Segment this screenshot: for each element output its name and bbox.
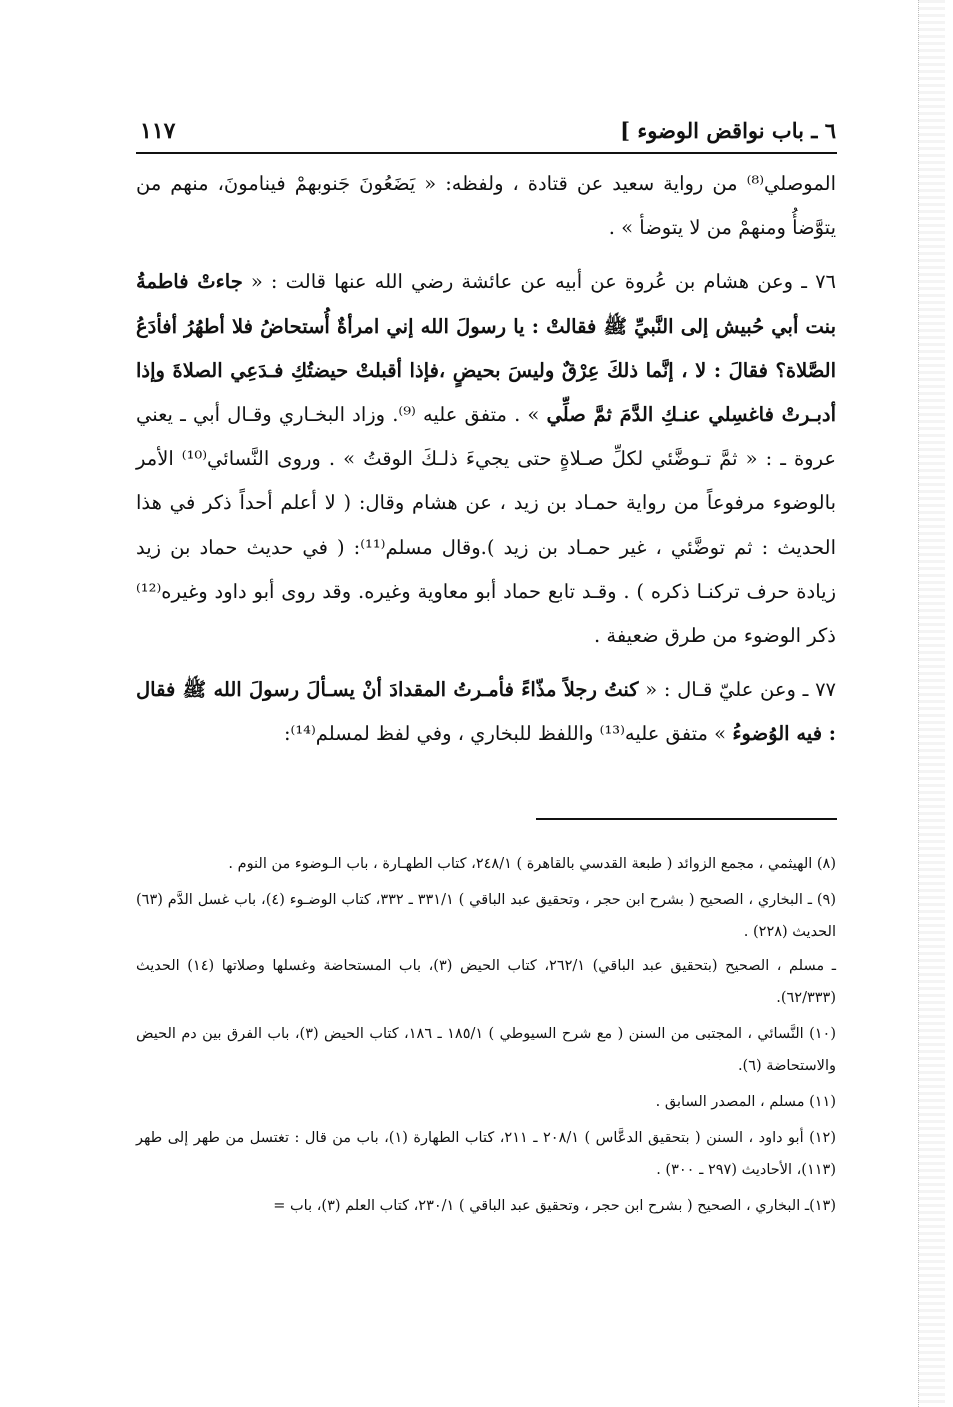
main-text xyxy=(136,162,836,757)
footnotes xyxy=(136,848,836,1226)
running-title: ٦ ـ باب نواقض الوضوء ] xyxy=(620,118,836,143)
header-rule xyxy=(136,152,837,154)
page-header xyxy=(136,112,836,152)
footnote-13: (١٣)ـ البخاري ، الصحيح ( بشرح ابن حجر ، وتحقيق عبد الباقي ) ٢٣٠/١، كتاب العلم (٣)، باب = xyxy=(273,1198,836,1214)
page-number: ١١٧ xyxy=(140,118,176,144)
footnote-12: (١٢) أبو داود ، السنن ( بتحقيق الدعَّاس ) ٢٠٨/١ ـ ٢١١، كتاب الطهارة (١)، باب من قال : تغتسل من طهر إلى طهر (١١٣)، الأحاديث (٢٩٧ ـ ٣٠٠) . xyxy=(136,1130,836,1178)
page-binding-edge xyxy=(918,0,945,1407)
hadith-77-intro: ٧٧ ـ وعن عليّ قـال : « xyxy=(645,678,837,702)
footnote-9: (٩) ـ البخاري ، الصحيح ( بشرح ابن حجر ، وتحقيق عبد الباقي ) ٣٣١/١ ـ ٣٣٢، كتاب الوضـوء (٤)، باب غسل الدَّم (٦٣) الحديث (٢٢٨) . xyxy=(136,892,836,940)
hadith-76 xyxy=(136,260,836,658)
footnote-10: (١٠) النَّسائي ، المجتبى من السنن ( مع شرح السيوطي ) ١٨٥/١ ـ ١٨٦، كتاب الحيض (٣)، باب الفرق بين دم الحيض والاستحاضة (٦). xyxy=(136,1026,836,1074)
hadith-76-text: جاءتْ فاطمةُ بنت أبي حُبيش إلى النَّبيِّ ﷺ فقالتْ : يا رسولَ الله إني امرأةٌ أُستحاضُ فلا أطهُرُ أفأدَعُ الصَّلاة؟ فقالَ : لا ، إنَّما ذلكَ عِرْقٌ وليسَ بحيضٍ ،فإذا أقبلتْ حيضتُكِ فـدَعِي الصلاةَ وإذا أدبـرتْ فاغسِلي عنـكِ الدَّمَ ثمَّ صلِّي xyxy=(136,270,837,427)
hadith-77-text: كنتُ رجلاً مذّاءً فأمـرتُ المقدادَ أنْ يسـألَ رسولَ الله ﷺ فقال : فيه الوُضوءُ xyxy=(136,678,836,746)
footnote-11: (١١) مسلم ، المصدر السابق . xyxy=(655,1094,836,1110)
hadith-76-intro: ٧٦ ـ وعن هشام بن عُروة عن أبيه عن عائشة رضي الله عنها قالت : « xyxy=(250,270,837,294)
hadith-77-commentary: » متفق عليه⁽¹³⁾ واللفظ للبخاري ، وفي لفظ لمسلم⁽¹⁴⁾: xyxy=(283,722,727,746)
hadith-77 xyxy=(136,668,836,756)
paragraph-continuation: الموصلي⁽⁸⁾ من رواية سعيد عن قتادة ، ولفظه: « يَضَعُونَ جَنوبهمْ فينامونَ، منهم من يتوَّضأُ ومنهمْ من لا يتوضأ » . xyxy=(136,172,836,240)
footnote-9-muslim: ـ مسلم ، الصحيح (بتحقيق عبد الباقي) ٢٦٢/١، كتاب الحيض (٣)، باب المستحاضة وغسلها وصلاتها (١٤) الحديث (٦٢/٣٣٣). xyxy=(136,958,836,1006)
footnote-rule xyxy=(536,818,837,820)
footnote-8: (٨) الهيثمي ، مجمع الزوائد ( طبعة القدسي بالقاهرة ) ٢٤٨/١، كتاب الطهـارة ، باب الـوضوء من النوم . xyxy=(228,856,836,872)
hadith-76-commentary: » . متفق عليه ⁽⁹⁾. وزاد البخـاري وقـال أبي ـ يعني عروة ـ : « ثمَّ تـوضَّئي لكلِّ صـلاةٍ حتى يجيءَ ذلـكَ الوقتُ » . وروى النَّسائي⁽¹⁰⁾ الأمر بالوضوء مرفوعاً من رواية حمـاد بن زيد ، عن هشام وقال: ( لا أعلم أحداً ذكر في هذا الحديث : ثم توضَّئي ، غير حمـاد بن زيد ).وقال مسلم⁽¹¹⁾: ( في حديث حماد بن زيد زيادة حرف تركنـا ذكره ) . وقـد تابع حماد أبو معاوية وغيره. وقد روى أبو داود وغيره⁽¹²⁾ ذكر الوضوء من طرق ضعيفة . xyxy=(136,403,836,648)
